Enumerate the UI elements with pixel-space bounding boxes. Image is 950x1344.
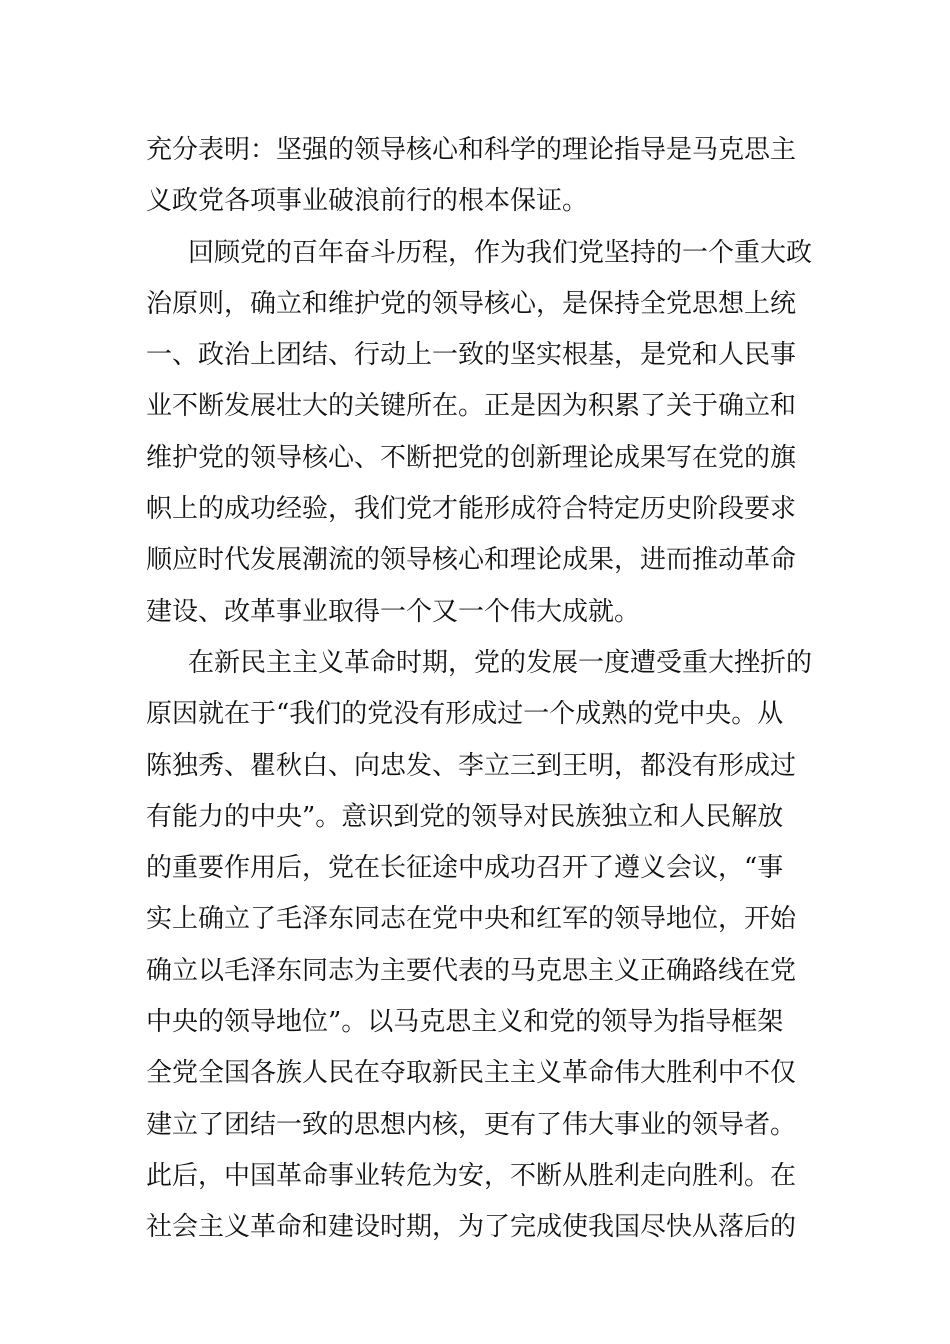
text-line: 治原则，确立和维护党的领导核心，是保持全党思想上统 bbox=[146, 288, 797, 319]
text-line: 业不断发展壮大的关键所在。正是因为积累了关于确立和 bbox=[146, 391, 797, 422]
text-line: 陈独秀、瞿秋白、向忠发、李立三到王明，都没有形成过 bbox=[146, 750, 797, 781]
text-line: 建设、改革事业取得一个又一个伟大成就。 bbox=[146, 596, 641, 627]
text-line: 有能力的中央”。意识到党的领导对民族独立和人民解放 bbox=[146, 801, 784, 832]
text-line: 顺应时代发展潮流的领导核心和理论成果，进而推动革命 bbox=[146, 545, 797, 576]
paragraph-start-line: 在新民主主义革命时期，党的发展一度遭受重大挫折的 bbox=[188, 647, 813, 678]
text-line: 维护党的领导核心、不断把党的创新理论成果写在党的旗 bbox=[146, 442, 797, 473]
paragraph-start-line: 回顾党的百年奋斗历程，作为我们党坚持的一个重大政 bbox=[188, 237, 813, 268]
text-line: 原因就在于“我们的党没有形成过一个成熟的党中央。从 bbox=[146, 699, 784, 730]
text-line: 一、政治上团结、行动上一致的坚实根基，是党和人民事 bbox=[146, 340, 797, 371]
text-line: 确立以毛泽东同志为主要代表的马克思主义正确路线在党 bbox=[146, 955, 797, 986]
text-line: 充分表明：坚强的领导核心和科学的理论指导是马克思主 bbox=[146, 135, 797, 165]
text-line: 社会主义革命和建设时期，为了完成使我国尽快从落后的 bbox=[146, 1212, 797, 1243]
body-text bbox=[146, 125, 813, 1254]
text-line: 实上确立了毛泽东同志在党中央和红军的领导地位，开始 bbox=[146, 904, 797, 935]
text-line: 的重要作用后，党在长征途中成功召开了遵义会议，“事 bbox=[146, 853, 784, 884]
text-line: 全党全国各族人民在夺取新民主主义革命伟大胜利中不仅 bbox=[146, 1058, 797, 1089]
text-line: 义政党各项事业破浪前行的根本保证。 bbox=[146, 186, 589, 217]
text-line: 建立了团结一致的思想内核，更有了伟大事业的领导者。 bbox=[146, 1109, 797, 1140]
text-line: 帜上的成功经验，我们党才能形成符合特定历史阶段要求 bbox=[146, 494, 797, 525]
text-line: 中央的领导地位”。以马克思主义和党的领导为指导框架 bbox=[146, 1007, 784, 1038]
text-line: 此后，中国革命事业转危为安，不断从胜利走向胜利。在 bbox=[146, 1160, 797, 1191]
